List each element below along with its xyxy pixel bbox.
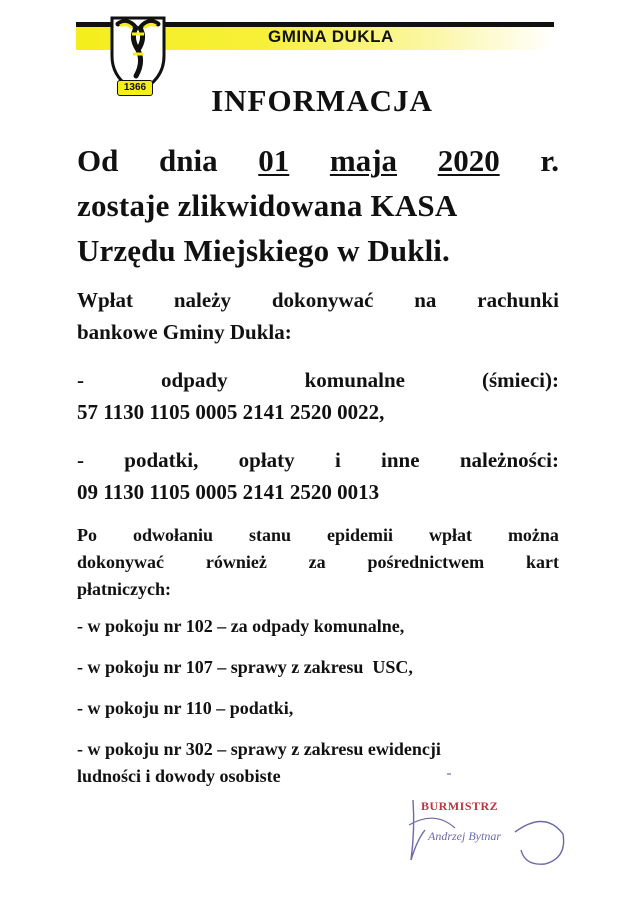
card-word: wpłat — [428, 525, 472, 545]
headline-line-1 — [77, 138, 559, 183]
card-word: odwołaniu — [132, 525, 214, 545]
label-word: - — [77, 368, 84, 392]
card-word: Po — [77, 525, 97, 545]
label-word: podatki, — [124, 448, 199, 472]
card-word: za — [308, 552, 326, 572]
room-item-102: - w pokoju nr 102 – za odpady komunalne, — [77, 616, 405, 636]
account-taxes-label — [77, 444, 559, 476]
intro-word: Wpłat — [77, 288, 134, 312]
room-item-107: - w pokoju nr 107 – sprawy z zakresu USC, — [77, 657, 413, 677]
label-word: i — [334, 448, 341, 472]
card-line-1 — [77, 522, 559, 549]
card-word: pośrednictwem — [367, 552, 485, 572]
intro-word: rachunki — [477, 288, 559, 312]
card-word: kart — [526, 552, 559, 572]
card-word: również — [205, 552, 267, 572]
card-word: epidemii — [326, 525, 393, 545]
signature-name: Andrzej Bytnar — [428, 829, 501, 843]
handwritten-signature-icon — [395, 770, 595, 880]
label-word: należności: — [459, 448, 559, 472]
label-word: opłaty — [238, 448, 295, 472]
card-line-3: płatniczych: — [77, 579, 171, 599]
card-line-2 — [77, 549, 559, 576]
intro-word: na — [414, 288, 437, 312]
room-list — [77, 613, 559, 790]
headline-date-day: 01 — [258, 143, 290, 178]
intro-line-2: bankowe Gminy Dukla: — [77, 320, 292, 344]
label-word: (śmieci): — [482, 368, 559, 392]
intro-line-1 — [77, 284, 559, 316]
notice-body — [77, 138, 559, 790]
headline-word: r. — [540, 143, 559, 178]
intro-word: należy — [173, 288, 232, 312]
intro-word: dokonywać — [271, 288, 374, 312]
headline-date-year: 2020 — [437, 143, 500, 178]
account-taxes-number: 09 1130 1105 0005 2141 2520 0013 — [77, 480, 380, 504]
crest-year-badge: 1366 — [117, 80, 153, 96]
label-word: komunalne — [304, 368, 405, 392]
headline-date-month: maja — [329, 143, 398, 178]
card-word: stanu — [248, 525, 292, 545]
headline — [77, 138, 559, 273]
headline-word: dnia — [159, 143, 218, 178]
label-word: inne — [381, 448, 420, 472]
headline-line-3: Urzędu Miejskiego w Dukli. — [77, 233, 450, 268]
page-title: INFORMACJA — [211, 83, 433, 118]
signature-role-stamp: BURMISTRZ — [421, 799, 499, 813]
headline-line-2: zostaje zlikwidowana KASA — [77, 188, 458, 223]
room-item-110: - w pokoju nr 110 – podatki, — [77, 698, 294, 718]
label-word: - — [77, 448, 84, 472]
headline-word: Od — [77, 143, 119, 178]
label-word: odpady — [161, 368, 228, 392]
room-item-302: - w pokoju nr 302 – sprawy z zakresu ewidencji — [77, 739, 441, 759]
card-word: dokonywać — [77, 552, 165, 572]
account-waste — [77, 364, 559, 428]
account-taxes — [77, 444, 559, 508]
account-waste-label — [77, 364, 559, 396]
org-name: GMINA DUKLA — [268, 27, 394, 46]
intro-paragraph — [77, 284, 559, 348]
room-item-302-cont: ludności i dowody osobiste — [77, 766, 281, 786]
card-word: można — [507, 525, 559, 545]
account-waste-number: 57 1130 1105 0005 2141 2520 0022, — [77, 400, 385, 424]
card-payment-paragraph — [77, 522, 559, 603]
